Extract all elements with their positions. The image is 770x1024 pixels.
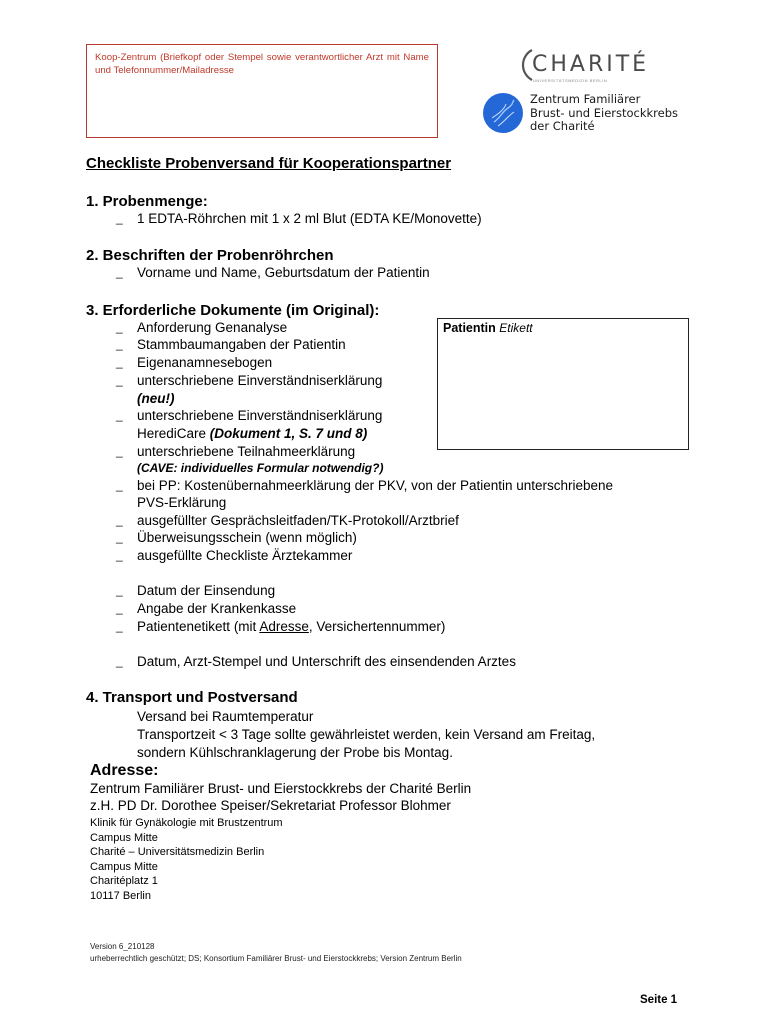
pvs-line: PVS-Erklärung (137, 495, 227, 510)
footer-copyright: urheberrechtlich geschützt; DS; Konsortium Familiärer Brust- und Eierstockkrebs; Version Zentrum Berlin (90, 954, 462, 963)
list-item-text: unterschriebene Einverständniserklärung (137, 408, 383, 423)
section-3-heading: 3. Erforderliche Dokumente (im Original): (86, 302, 380, 319)
address-line-5: Charité – Universitätsmedizin Berlin (90, 846, 265, 858)
koop-box-text: Koop-Zentrum (Briefkopf oder Stempel sowie verantwortlicher Arzt mit Name und Telefonnummer/Mailadresse (95, 52, 429, 76)
address-line-2: z.H. PD Dr. Dorothee Speiser/Sekretariat Professor Blohmer (90, 798, 451, 813)
transport-line-1: Versand bei Raumtemperatur (137, 709, 314, 724)
dna-globe-icon (482, 92, 524, 134)
address-line-7: Charitéplatz 1 (90, 875, 158, 887)
koop-zentrum-box (86, 44, 438, 138)
list-item-text: unterschriebene Einverständniserklärung (137, 373, 383, 388)
address-line-8: 10117 Berlin (90, 890, 151, 902)
zentrum-line-2: Brust- und Eierstockkrebs (530, 105, 679, 120)
list-item-text: ausgefüllter Gesprächsleitfaden/TK-Protokoll/Arztbrief (137, 513, 459, 528)
section-2-heading: 2. Beschriften der Probenröhrchen (86, 247, 334, 264)
heredicare-doc: (Dokument 1, S. 7 und 8) (209, 426, 368, 441)
list-item-text: 1 EDTA-Röhrchen mit 1 x 2 ml Blut (EDTA KE/Monovette) (137, 211, 482, 226)
list-item-text: Überweisungsschein (wenn möglich) (137, 530, 357, 545)
zentrum-line-3: der Charité (530, 119, 595, 133)
bullet-icon: _ (116, 513, 123, 527)
zentrum-logo (482, 92, 682, 138)
neu-label: (neu!) (137, 391, 175, 406)
etikett-bold-label: Patientin (443, 321, 500, 335)
etikett-italic-label: Etikett (499, 321, 533, 335)
bullet-icon: _ (116, 583, 123, 597)
list-item-text: unterschriebene Teilnahmeerklärung (137, 444, 356, 459)
bullet-icon: _ (116, 654, 123, 668)
patientenetikett-post: , Versichertennummer) (308, 619, 446, 634)
list-item-text: Angabe der Krankenkasse (137, 601, 297, 616)
address-line-3: Klinik für Gynäkologie mit Brustzentrum (90, 817, 283, 829)
list-item-text: bei PP: Kostenübernahmeerklärung der PKV, von der Patientin unterschriebene (137, 478, 614, 493)
list-item-text: ausgefüllte Checkliste Ärztekammer (137, 548, 353, 563)
bullet-icon: _ (116, 265, 123, 279)
list-item-text: Datum der Einsendung (137, 583, 276, 598)
bullet-icon: _ (116, 619, 123, 633)
transport-line-3: sondern Kühlschranklagerung der Probe bis Montag. (137, 745, 453, 760)
address-line-4: Campus Mitte (90, 832, 158, 844)
footer-version: Version 6_210128 (90, 942, 155, 951)
page-title: Checkliste Probenversand für Kooperationspartner (86, 155, 452, 172)
heredicare-label: HerediCare (137, 426, 210, 441)
patientenetikett-pre: Patientenetikett (mit (137, 619, 260, 634)
bullet-icon: _ (116, 373, 123, 387)
bullet-icon: _ (116, 548, 123, 562)
list-item-text: Datum, Arzt-Stempel und Unterschrift des einsendenden Arztes (137, 654, 516, 669)
bullet-icon: _ (116, 408, 123, 422)
address-line-1: Zentrum Familiärer Brust- und Eierstockkrebs der Charité Berlin (90, 781, 472, 796)
transport-line-2: Transportzeit < 3 Tage sollte gewährleistet werden, kein Versand am Freitag, (137, 727, 596, 742)
list-item-text (137, 618, 445, 636)
charite-logo-text: CHARITÉ (532, 52, 650, 77)
bullet-icon: _ (116, 337, 123, 351)
section-1-heading: 1. Probenmenge: (86, 193, 208, 210)
bullet-icon: _ (116, 444, 123, 458)
heredicare-line (137, 425, 367, 443)
charite-logo (506, 44, 676, 84)
list-item-text: Vorname und Name, Geburtsdatum der Patientin (137, 265, 430, 280)
bullet-icon: _ (116, 601, 123, 615)
bullet-icon: _ (116, 355, 123, 369)
address-heading: Adresse: (90, 762, 159, 779)
section-4-heading: 4. Transport und Postversand (86, 689, 298, 706)
patient-label-box (437, 318, 689, 450)
list-item-text: Anforderung Genanalyse (137, 320, 288, 335)
bullet-icon: _ (116, 320, 123, 334)
list-item-text: Stammbaumangaben der Patientin (137, 337, 346, 352)
charite-logo-subtitle: UNIVERSITÄTSMEDIZIN BERLIN (533, 78, 608, 83)
cave-note: (CAVE: individuelles Formular notwendig?) (137, 461, 384, 475)
zentrum-text (530, 93, 678, 134)
page-number: Seite 1 (640, 994, 678, 1006)
list-item-text: Eigenanamnesebogen (137, 355, 273, 370)
bullet-icon: _ (116, 478, 123, 492)
bullet-icon: _ (116, 211, 123, 225)
bullet-icon: _ (116, 530, 123, 544)
adresse-underlined: Adresse (259, 619, 309, 634)
address-line-6: Campus Mitte (90, 861, 158, 873)
zentrum-line-1: Zentrum Familiärer (530, 92, 641, 106)
